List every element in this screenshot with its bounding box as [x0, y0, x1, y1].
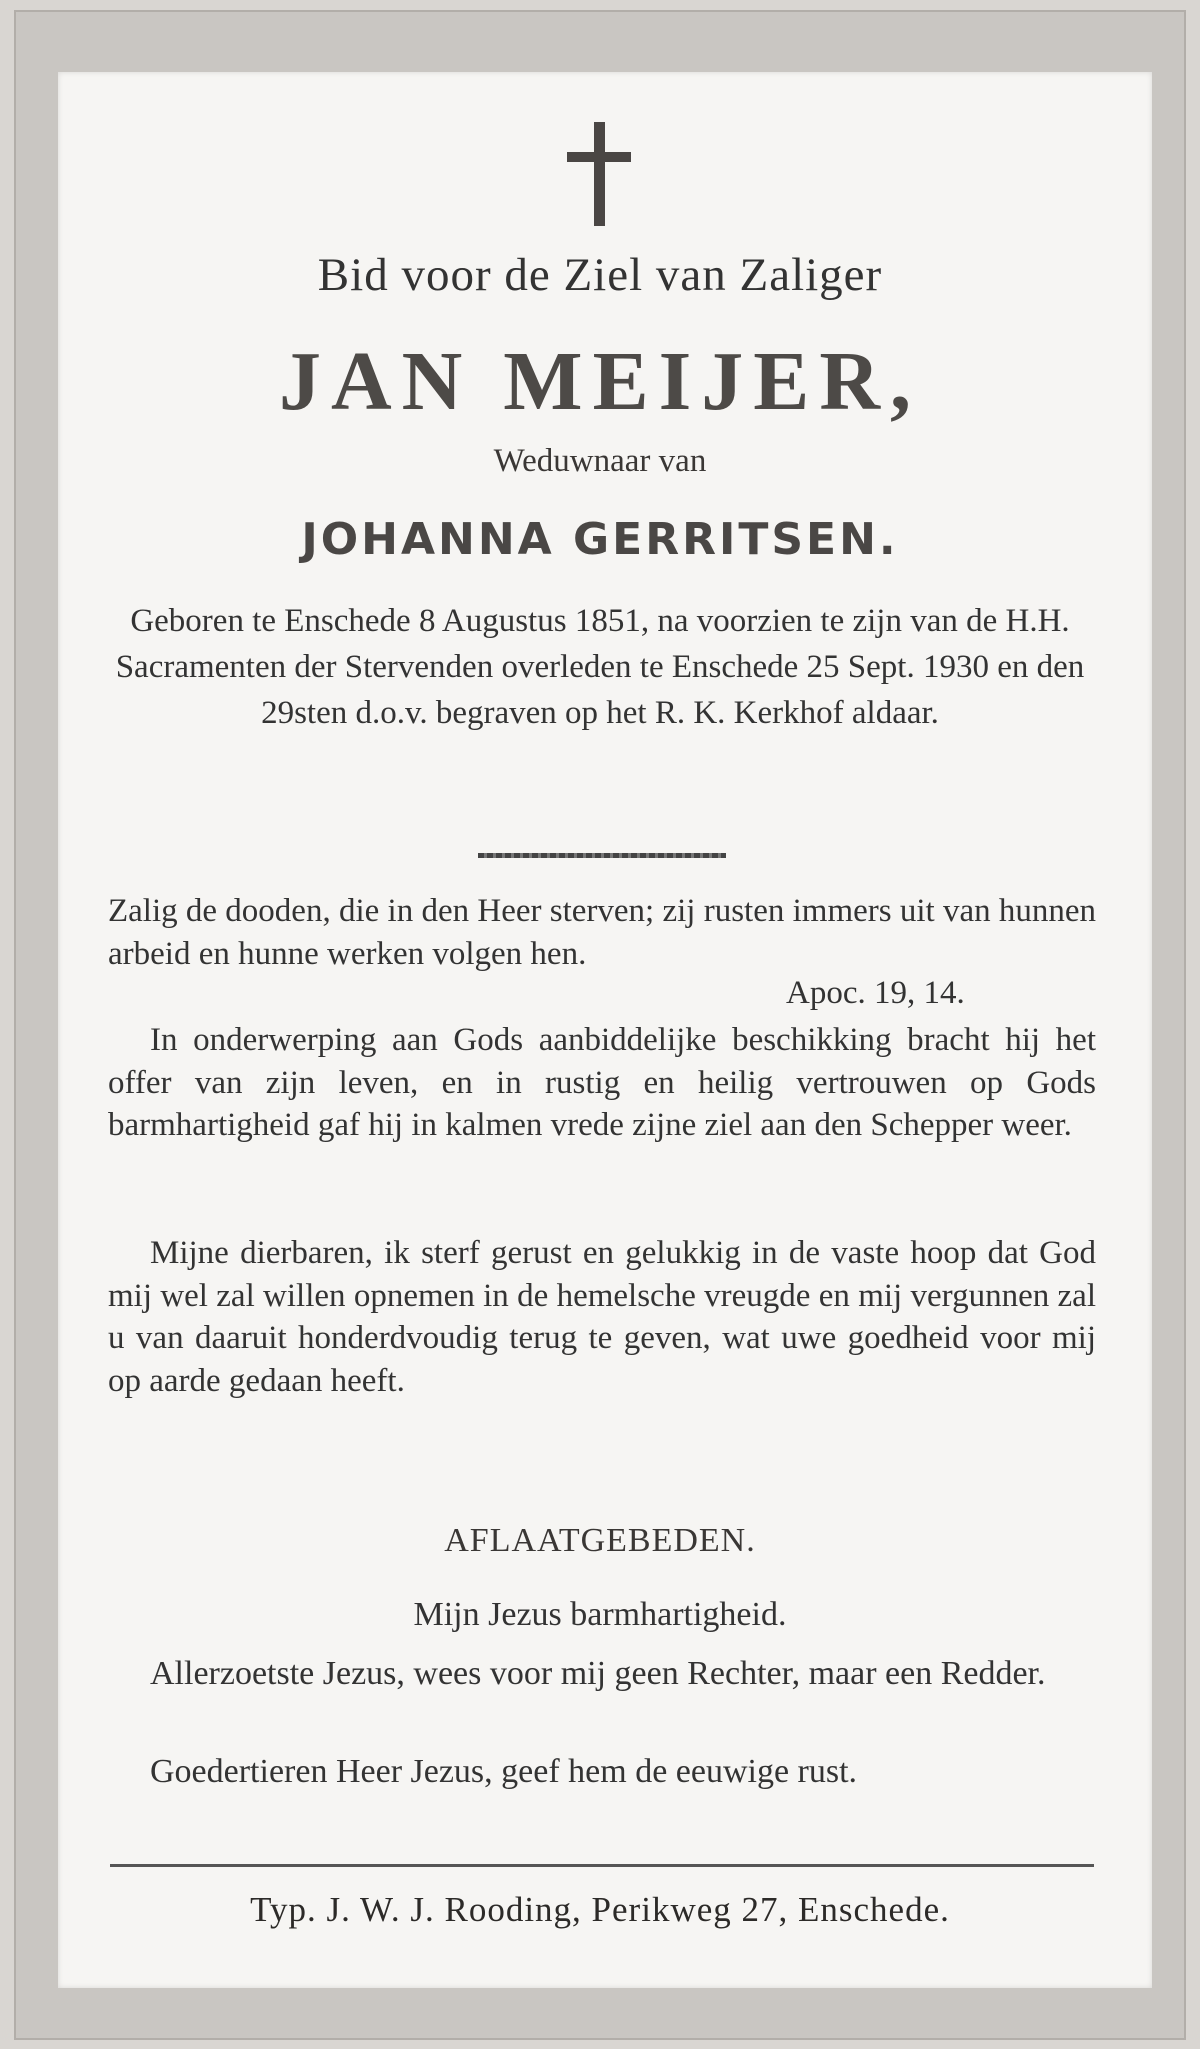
cross-icon: [567, 122, 631, 226]
widower-of-label: Weduwnaar van: [493, 443, 707, 479]
scripture-reference: Apoc. 19, 14.: [786, 975, 965, 1011]
biography-text: Geboren te Enschede 8 Augustus 1851, na voorzien te zijn van de H.H. Sacramenten der Stervenden overleden te Enschede 25 Sept. 1930 en den 29sten d.o.v. begraven op het R. K. Kerkhof aldaar.: [115, 603, 1085, 731]
bottom-rule: [110, 1864, 1094, 1867]
prayer-line: Bid voor de Ziel van Zaliger: [317, 249, 883, 301]
printer-credit: Typ. J. W. J. Rooding, Perikweg 27, Enschede.: [250, 1890, 950, 1929]
scripture-quote: Zalig de dooden, die in den Heer sterven; zij rusten immers uit van hunnen arbeid en hunne werken volgen hen.: [108, 893, 1096, 972]
deceased-name: JAN MEIJER,: [278, 335, 921, 428]
ornamental-divider: [478, 853, 726, 858]
prayer-item: Goedertieren Heer Jezus, geef hem de eeuwige rust.: [150, 1753, 858, 1790]
wife-name: JOHANNA GERRITSEN.: [301, 514, 899, 565]
indulgence-prayers-heading: AFLAATGEBEDEN.: [444, 1522, 756, 1559]
prayer-item: Mijn Jezus barmhartigheid.: [413, 1596, 787, 1633]
paragraph-farewell: Mijne dierbaren, ik sterf gerust en gelukkig in de vaste hoop dat God mij wel zal willen opnemen in de hemelsche vreugde en mij vergunnen zal u van daaruit honderdvoudig terug te geven, wat uwe goedheid voor mij op aarde gedaan heeft.: [108, 1235, 1096, 1399]
paragraph-submission: In onderwerping aan Gods aanbiddelijke beschikking bracht hij het offer van zijn leven, en in rustig en heilig vertrouwen op Gods barmhartigheid gaf hij in kalmen vrede zijne ziel aan den Schepper weer.: [108, 1022, 1096, 1143]
prayer-item: Allerzoetste Jezus, wees voor mij geen Rechter, maar een Redder.: [150, 1655, 1046, 1692]
